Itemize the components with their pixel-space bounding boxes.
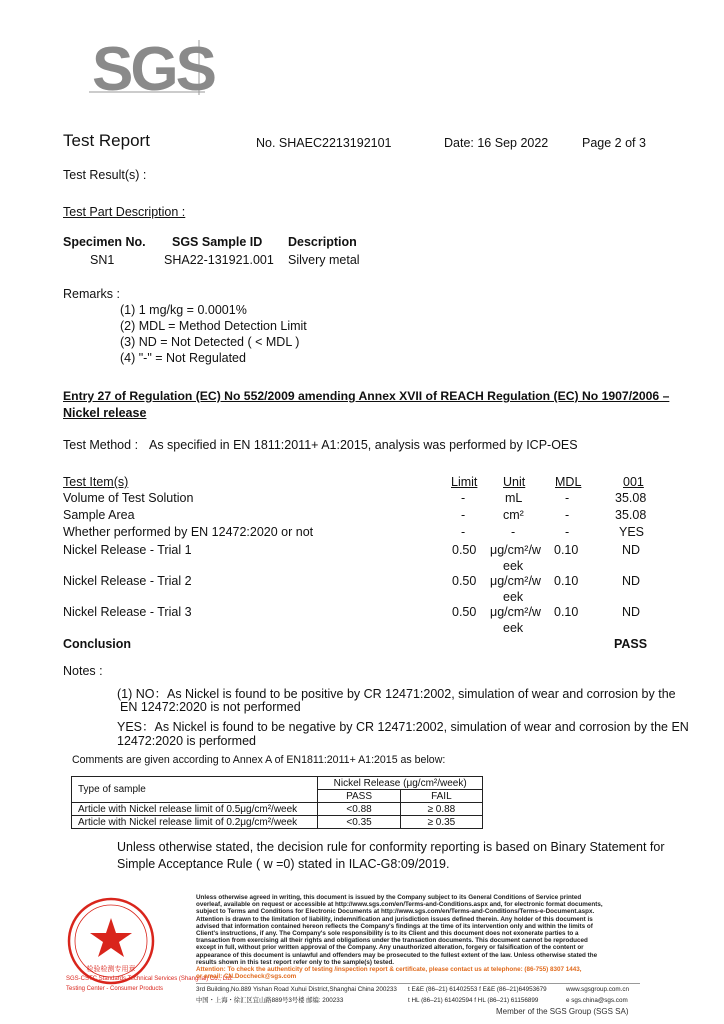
table-row-value: ND: [622, 574, 641, 588]
table-row-limit: 0.50: [452, 605, 477, 619]
criteria-type: Article with Nickel release limit of 0.2μg/cm²/week: [72, 816, 318, 829]
table-row-mdl: 0.10: [554, 605, 579, 619]
table-row-value: 35.08: [615, 508, 647, 522]
footer-tel2: t HL (86–21) 61402594 f HL (86–21) 61156899: [408, 997, 539, 1004]
col-header-sample: 001: [623, 475, 644, 489]
note-yes-line2: 12472:2020 is performed: [117, 734, 256, 748]
table-row-value: ND: [622, 605, 641, 619]
decision-line1: Unless otherwise stated, the decision rule for conformity reporting is based on Binary Statement for: [117, 840, 665, 854]
criteria-type-header: Type of sample: [72, 777, 318, 803]
criteria-type: Article with Nickel release limit of 0.5μg/cm²/week: [72, 803, 318, 816]
seal-dept-text: Testing Center - Consumer Products: [66, 986, 164, 992]
footer-website: www.sgsgroup.com.cn: [566, 986, 629, 993]
table-row-unit: -: [511, 525, 516, 539]
page-number: Page 2 of 3: [582, 136, 646, 150]
col-header-mdl: MDL: [555, 475, 582, 489]
decision-line2: Simple Acceptance Rule ( w =0) stated in ILAC-G8:09/2019.: [117, 857, 450, 871]
report-title: Test Report: [63, 131, 150, 150]
disclaimer-line: subject to Terms and Conditions for Electronic Documents at http://www.sgs.com/en/Terms-and-Conditions/Terms-e-Document.aspx.: [196, 908, 595, 916]
table-row-mdl: -: [565, 491, 570, 505]
table-row-limit: -: [461, 525, 466, 539]
table-row-unit-wrap: eek: [503, 621, 524, 635]
table-row-unit-wrap: eek: [503, 559, 524, 573]
table-row-item: Whether performed by EN 12472:2020 or not: [63, 525, 314, 539]
test-method-label: Test Method :: [63, 438, 139, 452]
footer-tel1: t E&E (86–21) 61402553 f E&E (86–21)64953679: [408, 986, 547, 993]
disclaimer-line: Unless otherwise agreed in writing, this document is issued by the Company subject to its General Conditions of Service printed: [196, 894, 582, 901]
table-row-mdl: -: [565, 525, 570, 539]
table-row-unit: μg/cm²/w: [490, 605, 541, 619]
table-row-unit: μg/cm²/w: [490, 574, 541, 588]
footer-divider: [196, 983, 640, 984]
sample-description: Silvery metal: [288, 253, 360, 267]
table-row-mdl: 0.10: [554, 543, 579, 557]
table-row-value: 35.08: [615, 491, 647, 505]
table-row-item: Nickel Release - Trial 2: [63, 574, 192, 588]
table-row-value: ND: [622, 543, 641, 557]
conclusion-value: PASS: [614, 637, 648, 651]
table-row-unit: cm²: [503, 508, 524, 522]
col-header-unit: Unit: [503, 475, 526, 489]
table-row-limit: -: [461, 491, 466, 505]
table-row-item: Nickel Release - Trial 1: [63, 543, 192, 557]
specimen-no: SN1: [90, 253, 115, 267]
remark-item: (1) 1 mg/kg = 0.0001%: [120, 303, 247, 317]
disclaimer-line: appearance of this document is unlawful and offenders may be prosecuted to the fullest extent of the law. Unless otherwise stated the: [196, 951, 598, 959]
disclaimer-line: advised that information contained hereon reflects the Company's findings at the time of its intervention only and within the limits of: [196, 922, 593, 930]
table-row-unit-wrap: eek: [503, 590, 524, 604]
test-results-label: Test Result(s) :: [63, 168, 147, 182]
remarks-label: Remarks :: [63, 287, 120, 301]
report-number: No. SHAEC2213192101: [256, 136, 392, 150]
criteria-table: [71, 776, 483, 829]
disclaimer-line: Attention is drawn to the limitation of liability, indemnification and jurisdiction issues defined therein. Any holder of this document is: [196, 915, 593, 923]
footer-address-en: 3rd Building,No.889 Yishan Road Xuhui District,Shanghai China 200233: [196, 986, 397, 993]
table-row-item: Sample Area: [63, 508, 135, 522]
criteria-fail-header: FAIL: [400, 790, 482, 803]
specimen-header-desc: Description: [288, 235, 357, 249]
col-header-item: Test Item(s): [63, 475, 129, 489]
part-description-label: Test Part Description :: [63, 205, 186, 219]
seal-center-text: 检验检测专用章: [86, 965, 136, 973]
footer-email-address: e sgs.china@sgs.com: [566, 997, 628, 1004]
criteria-group-header: Nickel Release (μg/cm²/week): [318, 777, 483, 790]
table-row-unit: μg/cm²/w: [490, 543, 541, 557]
criteria-pass-header: PASS: [318, 790, 400, 803]
disclaimer-line: transaction from exercising all their rights and obligations under the transaction documents. This document cannot be reproduced: [196, 937, 588, 945]
seal-company-text: SGS-CSTC Standards Technical Services (Shanghai) Co., Ltd.: [66, 976, 233, 982]
note-yes-line1: YES：As Nickel is found to be negative by CR 12471:2002, simulation of wear and corrosion by the EN: [117, 720, 689, 734]
remark-item: (2) MDL = Method Detection Limit: [120, 319, 307, 333]
remark-item: (4) "-" = Not Regulated: [120, 351, 246, 365]
sgs-logo: SGS: [92, 35, 214, 104]
company-seal: [66, 896, 156, 986]
footer-member: Member of the SGS Group (SGS SA): [496, 1007, 629, 1016]
table-row: [72, 816, 483, 829]
table-row-value: YES: [619, 525, 645, 539]
criteria-pass: <0.35: [318, 816, 400, 829]
table-row-limit: 0.50: [452, 543, 477, 557]
table-row-mdl: -: [565, 508, 570, 522]
notes-label: Notes :: [63, 664, 103, 678]
col-header-limit: Limit: [451, 475, 478, 489]
specimen-header-id: SGS Sample ID: [172, 235, 263, 249]
table-row-unit: mL: [505, 491, 523, 505]
disclaimer-line: except in full, without prior written approval of the Company. Any unauthorized alteration, forgery or falsification of the content or: [196, 944, 584, 952]
comments-text: Comments are given according to Annex A of EN1811:2011+ A1:2015 as below:: [72, 754, 446, 766]
table-row: [72, 803, 483, 816]
regulation-entry-line2: Nickel release: [63, 406, 147, 420]
table-row-mdl: 0.10: [554, 574, 579, 588]
remark-item: (3) ND = Not Detected ( < MDL ): [120, 335, 300, 349]
table-row-limit: -: [461, 508, 466, 522]
footer-address-cn: 中国・上海・徐汇区宜山路889号3号楼 邮编: 200233: [196, 997, 344, 1004]
table-row-item: Nickel Release - Trial 3: [63, 605, 192, 619]
regulation-entry-line1: Entry 27 of Regulation (EC) No 552/2009 amending Annex XVII of REACH Regulation (EC) No 1907/2006 –: [63, 389, 670, 403]
report-date: Date: 16 Sep 2022: [444, 136, 549, 150]
conclusion-label: Conclusion: [63, 637, 132, 651]
disclaimer-line: results shown in this test report refer only to the sample(s) tested.: [196, 958, 395, 966]
criteria-fail: ≥ 0.88: [400, 803, 482, 816]
footer-disclaimer: [196, 894, 636, 980]
table-row-item: Volume of Test Solution: [63, 491, 194, 505]
disclaimer-line: Client's instructions, if any. The Company's sole responsibility is to its Client and this document does not exonerate parties to a: [196, 930, 579, 938]
footer-attention: Attention: To check the authenticity of testing /inspection report & certificate, please contact us at telephone: (86-755) 8307 1443,: [196, 966, 582, 974]
table-row-limit: 0.50: [452, 574, 477, 588]
note-no-line2: EN 12472:2020 is not performed: [120, 700, 301, 714]
sample-id: SHA22-131921.001: [164, 253, 274, 267]
criteria-fail: ≥ 0.35: [400, 816, 482, 829]
note-no-line1: (1) NO：As Nickel is found to be positive by CR 12471:2002, simulation of wear and corrosion by the: [117, 687, 676, 701]
specimen-header-no: Specimen No.: [63, 235, 146, 249]
criteria-pass: <0.88: [318, 803, 400, 816]
footer-email: or email: CN.Doccheck@sgs.com: [196, 973, 297, 981]
test-method-text: As specified in EN 1811:2011+ A1:2015, analysis was performed by ICP-OES: [149, 438, 578, 452]
disclaimer-line: overleaf, available on request or accessible at http://www.sgs.com/en/Terms-and-Conditions.aspx and, for electronic format documents,: [196, 901, 603, 909]
